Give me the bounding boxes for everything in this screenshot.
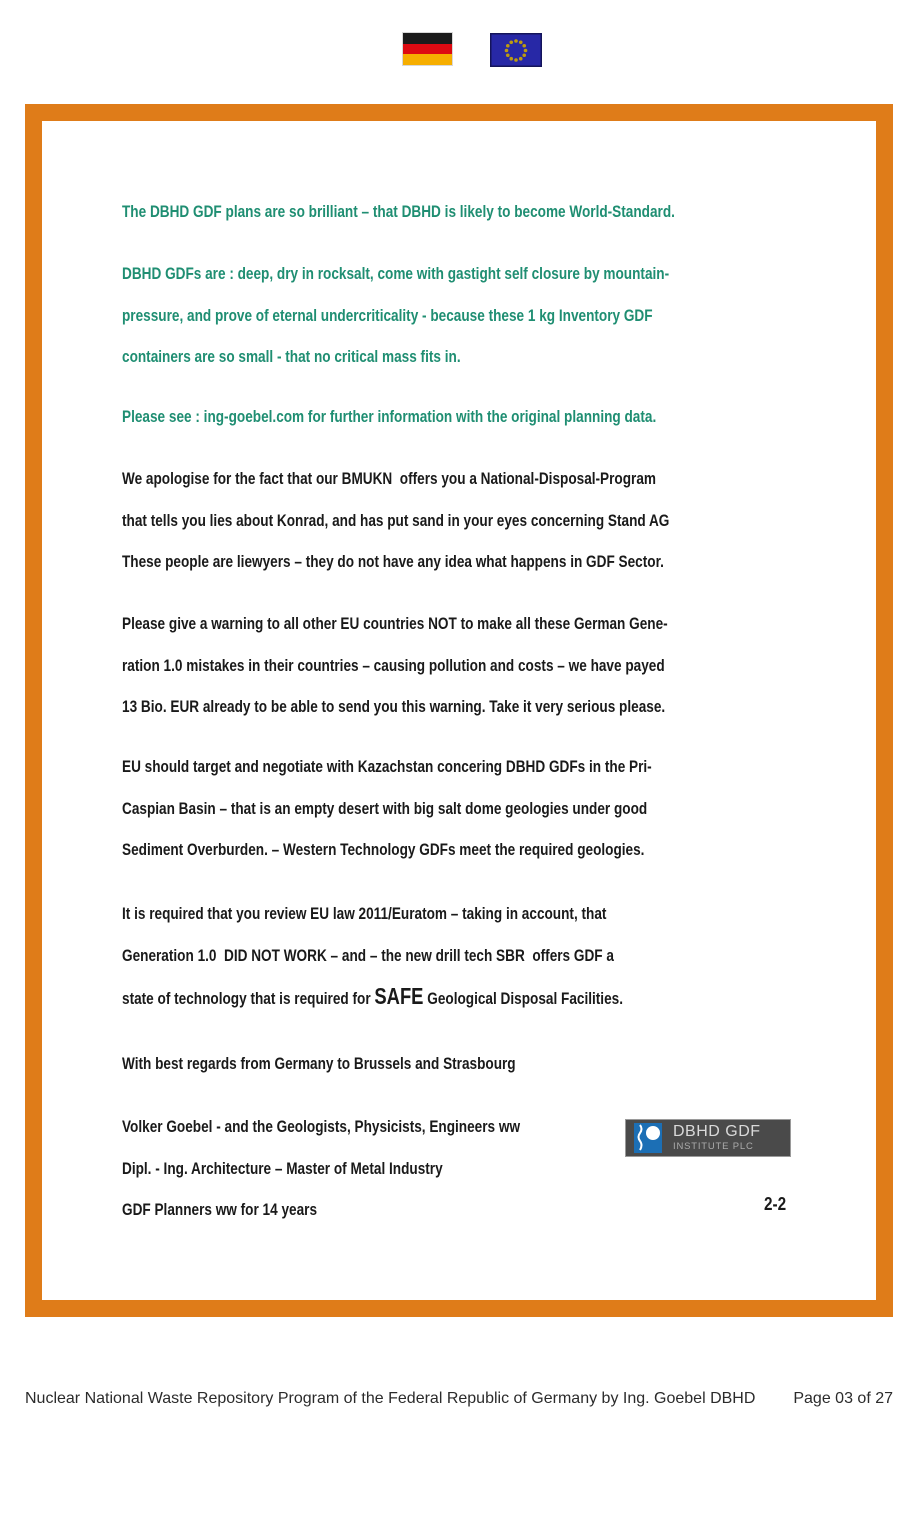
footer-program-title: Nuclear National Waste Repository Program of the Federal Republic of Germany by Ing. Goebel DBHD bbox=[25, 1390, 756, 1407]
text-line: Please see : ing-goebel.com for further information with the original planning data. bbox=[122, 407, 657, 426]
safe-emphasis: SAFE bbox=[374, 983, 424, 1009]
text-line: Generation 1.0 DID NOT WORK – and – the new drill tech SBR offers GDF a bbox=[122, 945, 614, 965]
text-line: pressure, and prove of eternal undercriticality - because these 1 kg Inventory GDF bbox=[122, 305, 653, 325]
text-line: Sediment Overburden. – Western Technology GDFs meet the required geologies. bbox=[122, 840, 645, 859]
paragraph-eu-law bbox=[122, 893, 822, 1020]
text-line: EU should target and negotiate with Kazachstan concering DBHD GDFs in the Pri- bbox=[122, 757, 652, 776]
text-line: The DBHD GDF plans are so brilliant – that DBHD is likely to become World-Standard. bbox=[122, 202, 675, 221]
text-line: These people are liewyers – they do not have any idea what happens in GDF Sector. bbox=[122, 552, 664, 571]
text-line: We apologise for the fact that our BMUKN offers you a National-Disposal-Program bbox=[122, 469, 656, 488]
german-flag-icon bbox=[403, 33, 452, 65]
eu-flag-icon bbox=[490, 33, 542, 67]
signature-name-line: Volker Goebel - and the Geologists, Physicists, Engineers ww bbox=[122, 1117, 521, 1136]
paragraph-world-standard bbox=[122, 191, 822, 233]
paragraph-regards bbox=[122, 1043, 822, 1085]
logo-subtitle: INSTITUTE PLC bbox=[673, 1141, 754, 1153]
page-footer bbox=[25, 1390, 893, 1408]
paragraph-please-see bbox=[122, 396, 822, 438]
safe-line-before: state of technology that is required for bbox=[122, 989, 375, 1008]
dbhd-gdf-institute-logo bbox=[625, 1119, 791, 1157]
paragraph-apology bbox=[122, 458, 822, 583]
paragraph-warning bbox=[122, 603, 822, 728]
logo-title: DBHD GDF bbox=[673, 1122, 761, 1140]
paragraph-kazachstan bbox=[122, 746, 822, 871]
german-flag-black-stripe bbox=[403, 33, 452, 44]
signature-experience-line: GDF Planners ww for 14 years bbox=[122, 1200, 318, 1219]
safe-emphasis-line bbox=[122, 976, 682, 1020]
text-line: Caspian Basin – that is an empty desert with big salt dome geologies under good bbox=[122, 798, 648, 818]
text-line: It is required that you review EU law 2011/Euratom – taking in account, that bbox=[122, 904, 607, 923]
logo-text-block bbox=[673, 1124, 761, 1153]
footer-page-number: Page 03 of 27 bbox=[793, 1390, 893, 1407]
text-line: containers are so small - that no critical mass fits in. bbox=[122, 347, 461, 366]
text-line: ration 1.0 mistakes in their countries – causing pollution and costs – we have payed bbox=[122, 655, 665, 675]
text-line: that tells you lies about Konrad, and has put sand in your eyes concerning Stand AG bbox=[122, 510, 670, 530]
safe-line-after: Geological Disposal Facilities. bbox=[423, 989, 623, 1008]
text-line: 13 Bio. EUR already to be able to send you this warning. Take it very serious please. bbox=[122, 697, 666, 716]
german-flag-gold-stripe bbox=[403, 54, 452, 65]
slide-page-ref: 2-2 bbox=[764, 1194, 787, 1214]
text-line: With best regards from Germany to Brussels and Strasbourg bbox=[122, 1054, 516, 1073]
text-line: Please give a warning to all other EU countries NOT to make all these German Gene- bbox=[122, 614, 668, 633]
paragraph-dbhd-gdfs bbox=[122, 253, 822, 378]
signature-title-line: Dipl. - Ing. Architecture – Master of Metal Industry bbox=[122, 1158, 443, 1178]
german-flag-red-stripe bbox=[403, 44, 452, 55]
dbhd-logo-mark-icon bbox=[634, 1123, 662, 1153]
text-line: DBHD GDFs are : deep, dry in rocksalt, come with gastight self closure by mountain- bbox=[122, 264, 670, 283]
